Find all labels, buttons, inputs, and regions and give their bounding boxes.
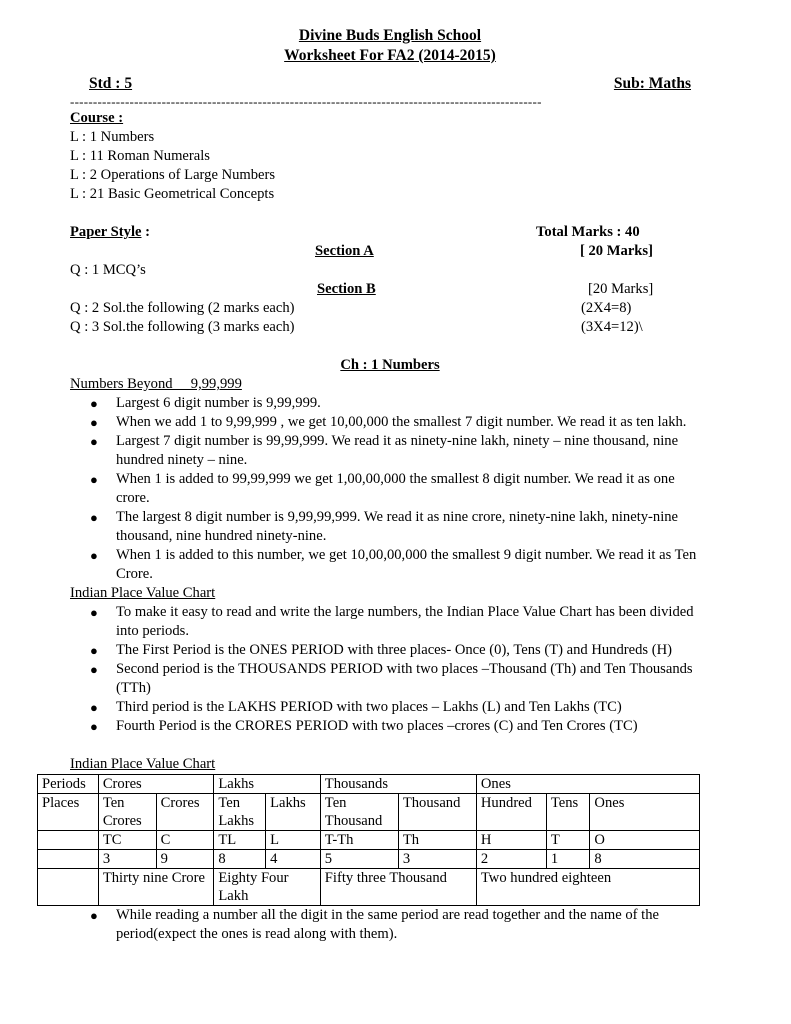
school-name: Divine Buds English School (298, 27, 482, 44)
place-value-bullet-list (70, 603, 710, 736)
bullet-icon: ● (90, 415, 98, 430)
course-item: L : 11 Roman Numerals (70, 148, 210, 164)
course-section (70, 109, 710, 204)
table-cell: TL (214, 831, 266, 850)
list-item-text: The First Period is the ONES PERIOD with three places- Once (0), Tens (T) and Hundreds (H) (116, 642, 672, 658)
list-item (90, 470, 710, 508)
worksheet-page (42, 26, 710, 944)
question-3: Q : 3 Sol.the following (3 marks each) (70, 319, 295, 335)
question-3-marks: (3X4=12)\ (581, 319, 643, 335)
list-item (90, 906, 710, 944)
bullet-icon: ● (90, 643, 98, 658)
bullet-icon: ● (90, 396, 98, 411)
table-cell: 3 (398, 850, 476, 869)
table-cell: O (590, 831, 700, 850)
table-cell: Crores (98, 775, 214, 794)
table-cell: Thirty nine Crore (98, 869, 214, 906)
table-cell: 4 (266, 850, 321, 869)
list-item-text: When 1 is added to this number, we get 10,00,00,000 the smallest 9 digit number. We read it as Ten Crore. (116, 547, 697, 582)
list-item-text: When 1 is added to 99,99,999 we get 1,00,00,000 the smallest 8 digit number. We read it as one crore. (116, 471, 675, 506)
table-row (38, 831, 700, 850)
table-row (38, 850, 700, 869)
list-item (90, 660, 710, 698)
places-label-cell: Places (38, 794, 99, 831)
table-row (38, 869, 700, 906)
list-item (90, 603, 710, 641)
bullet-icon: ● (90, 548, 98, 563)
list-item (90, 394, 710, 413)
table-cell: Tens (546, 794, 590, 831)
table-cell: C (156, 831, 214, 850)
place-value-heading: Indian Place Value Chart (70, 585, 216, 601)
worksheet-title: Worksheet For FA2 (2014-2015) (284, 47, 496, 64)
bullet-icon: ● (90, 472, 98, 487)
list-item (90, 508, 710, 546)
list-item-text: When we add 1 to 9,99,999 , we get 10,00,000 the smallest 7 digit number. We read it as ten lakh. (116, 414, 687, 430)
numbers-beyond-heading: Numbers Beyond 9,99,999 (70, 376, 242, 392)
bullet-icon: ● (90, 434, 98, 449)
list-item-text: To make it easy to read and write the large numbers, the Indian Place Value Chart has been divided into periods. (116, 604, 694, 639)
course-heading: Course : (70, 110, 124, 126)
periods-label-cell: Periods (38, 775, 99, 794)
list-item (90, 641, 710, 660)
list-item (90, 546, 710, 584)
table-cell: T (546, 831, 590, 850)
std-subject-row (70, 74, 710, 94)
section-a-marks: [ 20 Marks] (580, 243, 653, 259)
bullet-icon: ● (90, 510, 98, 525)
table-cell: Crores (156, 794, 214, 831)
reading-rule-list (70, 906, 710, 944)
table-cell (38, 869, 99, 906)
course-item: L : 2 Operations of Large Numbers (70, 167, 276, 183)
table-cell: Ones (590, 794, 700, 831)
question-2: Q : 2 Sol.the following (2 marks each) (70, 300, 295, 316)
place-value-table (37, 774, 700, 906)
table-cell: Hundred (476, 794, 546, 831)
table-cell: L (266, 831, 321, 850)
table-cell: Eighty Four Lakh (214, 869, 320, 906)
bullet-icon: ● (90, 662, 98, 677)
question-1: Q : 1 MCQ’s (70, 262, 146, 278)
section-b-marks: [20 Marks] (588, 281, 654, 297)
table-cell: Th (398, 831, 476, 850)
table-cell: TC (98, 831, 156, 850)
list-item-text: Largest 6 digit number is 9,99,999. (116, 395, 321, 411)
paper-style-heading: Paper Style (70, 224, 142, 240)
paper-style-colon: : (141, 224, 150, 240)
paper-style-section (70, 223, 710, 337)
table-cell: 5 (320, 850, 398, 869)
table-cell: Thousand (398, 794, 476, 831)
list-item-text: Second period is the THOUSANDS PERIOD with two places –Thousand (Th) and Ten Thousands (TTh) (116, 661, 693, 696)
table-row (38, 794, 700, 831)
bullet-icon: ● (90, 908, 98, 923)
table-cell: Lakhs (214, 775, 320, 794)
table-cell: 8 (214, 850, 266, 869)
bullet-icon: ● (90, 700, 98, 715)
place-value-table-heading: Indian Place Value Chart (70, 756, 216, 772)
table-cell: 9 (156, 850, 214, 869)
table-cell (38, 831, 99, 850)
bullet-icon: ● (90, 605, 98, 620)
table-cell: H (476, 831, 546, 850)
numbers-bullet-list (70, 394, 710, 584)
bullet-icon: ● (90, 719, 98, 734)
table-cell: T-Th (320, 831, 398, 850)
dashed-divider: ------------------------------------------------------------------------------------------------------- (70, 95, 542, 109)
course-item: L : 21 Basic Geometrical Concepts (70, 186, 275, 202)
table-cell: Ten Crores (98, 794, 156, 831)
subject-label: Sub: Maths (613, 75, 691, 92)
table-cell: Ten Thousand (320, 794, 398, 831)
table-row (38, 775, 700, 794)
course-item: L : 1 Numbers (70, 129, 155, 145)
table-cell: 2 (476, 850, 546, 869)
total-marks: Total Marks : 40 (536, 224, 640, 240)
table-cell: Two hundred eighteen (476, 869, 699, 906)
table-cell: Fifty three Thousand (320, 869, 476, 906)
list-item (90, 717, 710, 736)
table-cell: Ten Lakhs (214, 794, 266, 831)
table-cell: Ones (476, 775, 699, 794)
list-item-text: The largest 8 digit number is 9,99,99,999. We read it as nine crore, ninety-nine lakh, ninety-nine thousand, nine hundred ninety-nine. (116, 509, 679, 544)
question-2-marks: (2X4=8) (581, 300, 632, 316)
table-cell (38, 850, 99, 869)
list-item-text: While reading a number all the digit in the same period are read together and the name of the period(expect the ones is read along with them). (116, 907, 659, 942)
table-cell: 1 (546, 850, 590, 869)
table-cell: Lakhs (266, 794, 321, 831)
list-item-text: Largest 7 digit number is 99,99,999. We read it as ninety-nine lakh, ninety – nine thousand, nine hundred ninety – nine. (116, 433, 679, 468)
table-cell: 8 (590, 850, 700, 869)
section-b-heading: Section B (317, 281, 376, 297)
section-a-heading: Section A (315, 243, 374, 259)
list-item-text: Fourth Period is the CRORES PERIOD with two places –crores (C) and Ten Crores (TC) (116, 718, 638, 734)
list-item (90, 698, 710, 717)
list-item (90, 413, 710, 432)
table-cell: 3 (98, 850, 156, 869)
list-item (90, 432, 710, 470)
chapter-title: Ch : 1 Numbers (340, 357, 440, 373)
table-cell: Thousands (320, 775, 476, 794)
list-item-text: Third period is the LAKHS PERIOD with two places – Lakhs (L) and Ten Lakhs (TC) (116, 699, 622, 715)
standard-label: Std : 5 (89, 75, 133, 92)
